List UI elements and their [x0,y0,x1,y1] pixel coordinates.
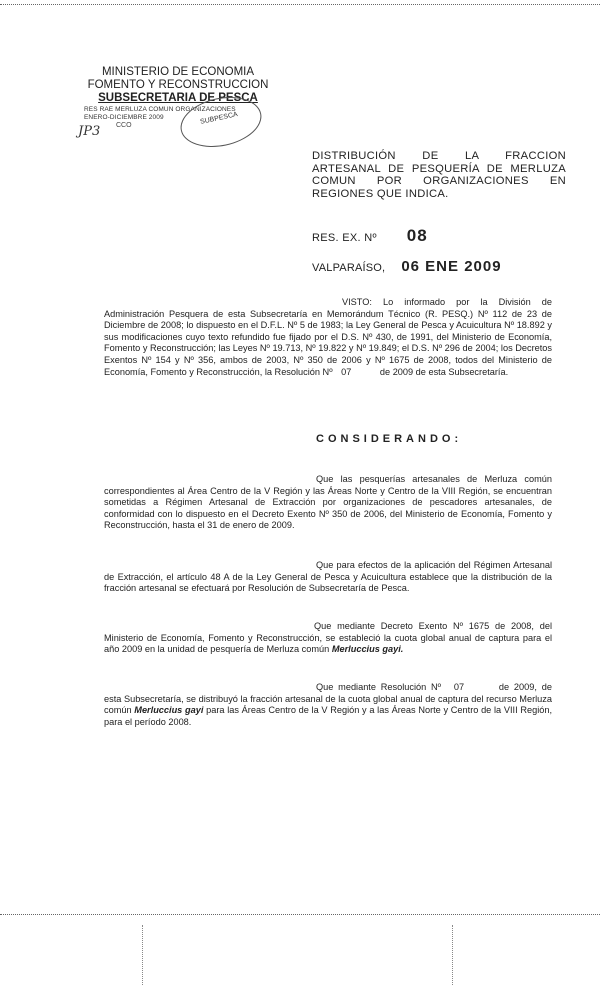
initials-cco: CCO [116,122,132,129]
resolution-label: RES. EX. Nº [312,232,377,244]
paragraph-2-text: Artesanal de Extracción, el artículo 48 A de la Ley General de Pesca y Acuicultura establece que la distribución de la fracción artesanal se efectuará por Resolución de Subsecretaría de Pesca. [104,560,552,594]
date-label: VALPARAÍSO, [312,262,386,274]
reference-line-2: ENERO-DICIEMBRE 2009 [84,114,164,121]
visto-tail: de 2009 de esta Subsecretaría. [379,366,509,377]
date-value: 06 ENE 2009 [401,258,502,275]
paragraph-3-lead: Que mediante Decreto Exento Nº 1675 de 2008, [314,621,534,631]
reference-line-1: RES RAE MERLUZA COMUN ORGANIZACIONES [84,106,236,113]
considerando-heading: CONSIDERANDO: [316,433,463,445]
stamp-label: SUBPESCA [199,111,239,126]
paragraph-4-res-num: 07 [453,682,465,692]
paragraph-2-lead: Que para efectos de la aplicación del Régimen [316,560,511,570]
paragraph-3-species: Merluccius gayi. [331,644,404,655]
considerando-paragraph-4 [104,682,552,728]
considerando-paragraph-3 [104,621,552,656]
letterhead-fomento: FOMENTO Y RECONSTRUCCION [87,79,269,91]
initials-signature: JP3 [78,124,101,139]
visto-text: Lo informado por la División de Administración Pesquera de esta Subsecretaría en Memorándum Técnico (R. PESQ.) Nº 112 de 23 de Diciembre de 2008; lo dispuesto en el D.F.L. Nº 5 de 1983; la Ley General de Pesca y Acuicultura Nº 18.892 y sus modificaciones cuyo texto refundido fue fijado por el D.S. Nº 430, de 1991, del Ministerio de Economía, Fomento y Reconstrucción; las Leyes Nº 19.713, Nº 19.822 y Nº 19.849; el D.S. Nº 296 de 2004; los Decretos Exentos Nº 154 y Nº 356, ambos de 2003, Nº 350 de 2006 y Nº 1675 de 2008, todos del Ministerio de Economía, Fomento y Reconstrucción, la Resolución Nº [104,297,552,377]
visto-res-ref: 07 [341,366,352,377]
paragraph-4-species: Merluccius gayi [134,705,204,716]
paragraph-3-text: del Ministerio de Economía, Fomento y Reconstrucción, se estableció la cuota global anual de captura para el año 2009 en la unidad de pesquería de Merluza común [104,621,552,655]
scan-edge-bottom [0,914,600,915]
letterhead-subsecretaria: SUBSECRETARIA DE PESCA [98,92,258,104]
resolution-number [312,226,428,246]
letterhead-ministry: MINISTERIO DE ECONOMIA [101,66,255,78]
paragraph-4-lead-tail: de 2009, [498,682,537,692]
resolution-value: 08 [406,226,428,245]
paragraph-1-lead: Que las pesquerías artesanales de Merluza [316,474,518,484]
visto-lead: VISTO: [342,297,372,307]
scan-mark-left [142,925,143,985]
paragraph-4-text: de esta Subsecretaría, se distribuyó la fracción artesanal de la cuota global anual de captura del recurso Merluza común [104,682,552,716]
scan-mark-right [452,925,453,985]
date-line [312,258,502,275]
document-title: DISTRIBUCIÓN DE LA FRACCION ARTESANAL DE PESQUERÍA DE MERLUZA COMUN POR ORGANIZACIONES EN REGIONES QUE INDICA. [312,150,566,200]
scan-edge-top [0,4,600,5]
considerando-paragraph-2 [104,560,552,595]
paragraph-1-text: común correspondientes al Área Centro de la V Región y las Áreas Norte y Centro de la VIII Región, se encuentran sometidas a Régimen Artesanal de Extracción por organizaciones de pescadores artesanales, de conformidad con lo dispuesto en el Decreto Exento Nº 350 de 2006, del Ministerio de Economía, Fomento y Reconstrucción, hasta el 31 de enero de 2009. [104,474,552,531]
considerando-paragraph-1 [104,474,552,532]
paragraph-4-lead: Que mediante Resolución Nº [316,682,442,692]
paragraph-4-text2: para las Áreas Centro de la V Región y a las Áreas Norte y Centro de la VIII Región, para el período 2008. [104,705,553,727]
visto-paragraph [104,297,552,378]
